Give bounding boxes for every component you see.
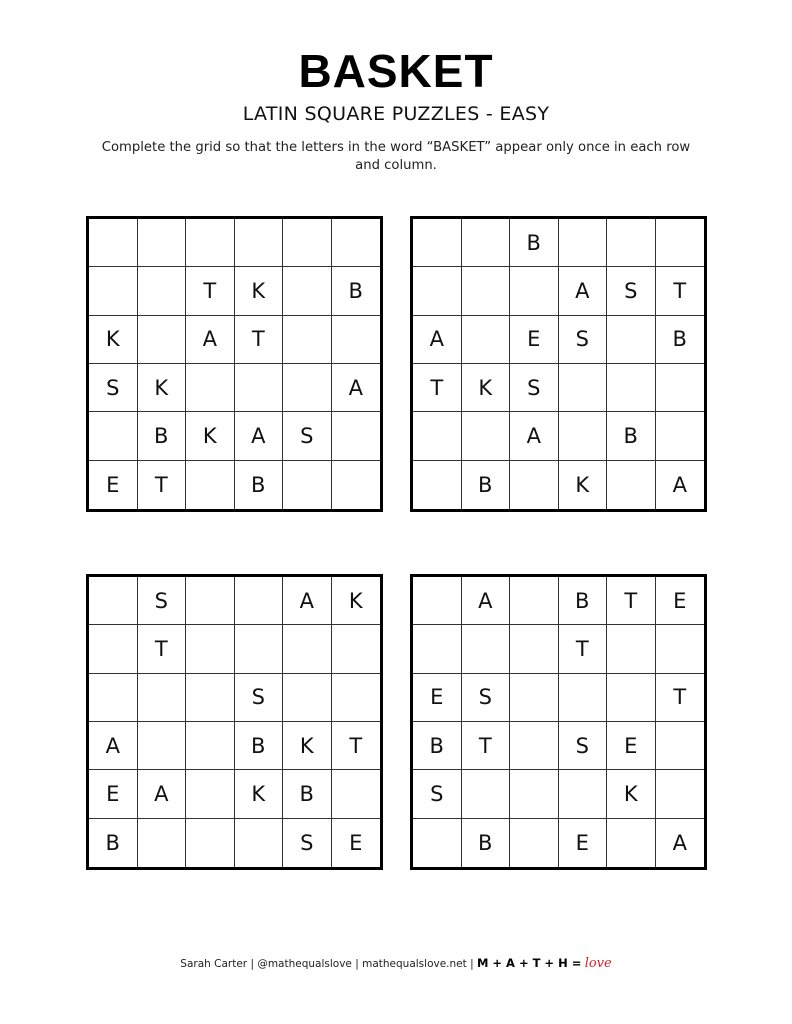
grid-cell[interactable]: [332, 412, 381, 460]
footer-handle: @mathequalslove: [257, 958, 352, 970]
grid-cell[interactable]: S: [283, 819, 332, 867]
grid-cell[interactable]: E: [510, 316, 559, 364]
grid-cell[interactable]: [607, 625, 656, 673]
grid-cell[interactable]: A: [510, 412, 559, 460]
grid-cell[interactable]: [186, 625, 235, 673]
grid-cell[interactable]: [332, 219, 381, 267]
grid-cell[interactable]: [89, 219, 138, 267]
grid-cell[interactable]: T: [607, 577, 656, 625]
grid-cell[interactable]: S: [607, 267, 656, 315]
grid-cell[interactable]: [283, 625, 332, 673]
grid-cell[interactable]: B: [607, 412, 656, 460]
grid-cell[interactable]: [332, 674, 381, 722]
grid-cell[interactable]: B: [283, 770, 332, 818]
grid-cell[interactable]: B: [462, 461, 511, 509]
grid-cell[interactable]: [138, 819, 187, 867]
grid-cell[interactable]: [89, 577, 138, 625]
grid-cell[interactable]: [186, 364, 235, 412]
grid-cell[interactable]: E: [559, 819, 608, 867]
grid-cell[interactable]: A: [672, 472, 687, 497]
footer-author: Sarah Carter: [180, 958, 248, 970]
grid-cell[interactable]: K: [559, 461, 608, 509]
grid-cell[interactable]: [656, 219, 705, 267]
grid-cell[interactable]: T: [656, 267, 705, 315]
grid-cell[interactable]: B: [413, 722, 462, 770]
grid-cell[interactable]: [283, 316, 332, 364]
grid-cell[interactable]: [138, 722, 187, 770]
grid-cell[interactable]: S: [413, 770, 462, 818]
grid-cell[interactable]: [413, 625, 462, 673]
grid-cell[interactable]: S: [462, 674, 511, 722]
grid-cell[interactable]: [89, 674, 138, 722]
grid-cell[interactable]: K: [607, 770, 656, 818]
footer-credits: [0, 956, 792, 971]
grid-cell[interactable]: S: [559, 722, 608, 770]
grid-cell[interactable]: [462, 219, 511, 267]
grid-cell[interactable]: [607, 316, 656, 364]
grid-cell[interactable]: A: [186, 316, 235, 364]
grid-cell[interactable]: E: [349, 830, 363, 855]
grid-cell[interactable]: [235, 219, 284, 267]
grid-cell[interactable]: [656, 412, 705, 460]
grid-cell[interactable]: [186, 674, 235, 722]
grid-cell[interactable]: [510, 674, 559, 722]
grid-cell[interactable]: K: [186, 412, 235, 460]
grid-cell[interactable]: [283, 267, 332, 315]
grid-cell[interactable]: A: [283, 577, 332, 625]
grid-cell[interactable]: S: [283, 412, 332, 460]
grid-cell[interactable]: [138, 674, 187, 722]
grid-cell[interactable]: [186, 577, 235, 625]
page-subtitle: LATIN SQUARE PUZZLES - EASY: [242, 103, 550, 125]
grid-cell[interactable]: T: [462, 722, 511, 770]
grid-cell[interactable]: [607, 461, 656, 509]
grid-cell[interactable]: K: [235, 770, 284, 818]
grid-cell[interactable]: [462, 412, 511, 460]
grid-cell[interactable]: [462, 770, 511, 818]
page-title: BASKET: [298, 45, 494, 97]
grid-cell[interactable]: [235, 819, 284, 867]
grid-cell[interactable]: [559, 364, 608, 412]
grid-cell[interactable]: [413, 577, 462, 625]
grid-cell[interactable]: [138, 267, 187, 315]
grid-cell[interactable]: [559, 674, 608, 722]
grid-cell[interactable]: B: [462, 819, 511, 867]
grid-cell[interactable]: [462, 625, 511, 673]
footer-separator: |: [351, 958, 363, 970]
grid-cell[interactable]: [332, 625, 381, 673]
grid-cell[interactable]: A: [89, 722, 138, 770]
grid-cell[interactable]: [138, 219, 187, 267]
grid-cell[interactable]: [559, 412, 608, 460]
grid-cell[interactable]: A: [235, 412, 284, 460]
grid-cell[interactable]: T: [138, 625, 187, 673]
puzzle-grid-3: [86, 574, 383, 870]
grid-cell[interactable]: [510, 461, 559, 509]
grid-cell[interactable]: A: [559, 267, 608, 315]
grid-cell[interactable]: [283, 674, 332, 722]
grid-cell[interactable]: [510, 770, 559, 818]
grid-cell[interactable]: K: [138, 364, 187, 412]
grid-cell[interactable]: T: [332, 722, 381, 770]
grid-cell[interactable]: [656, 770, 705, 818]
grid-cell[interactable]: E: [89, 770, 138, 818]
grid-cell[interactable]: T: [186, 267, 235, 315]
grid-cell[interactable]: K: [332, 577, 381, 625]
grid-cell[interactable]: [559, 219, 608, 267]
grid-cell[interactable]: [607, 219, 656, 267]
grid-cell[interactable]: [283, 219, 332, 267]
grid-cell[interactable]: [186, 770, 235, 818]
grid-cell[interactable]: E: [656, 577, 705, 625]
footer-website: mathequalslove.net: [362, 958, 467, 970]
grid-cell[interactable]: [510, 267, 559, 315]
grid-cell[interactable]: B: [235, 722, 284, 770]
grid-cell[interactable]: B: [559, 577, 608, 625]
grid-cell[interactable]: T: [138, 461, 187, 509]
grid-cell[interactable]: K: [462, 364, 511, 412]
grid-cell[interactable]: [462, 316, 511, 364]
grid-cell[interactable]: [510, 819, 559, 867]
grid-cell[interactable]: S: [235, 674, 284, 722]
grid-cell[interactable]: [510, 577, 559, 625]
grid-cell[interactable]: E: [607, 722, 656, 770]
grid-cell[interactable]: [510, 625, 559, 673]
grid-cell[interactable]: [413, 219, 462, 267]
grid-cell[interactable]: S: [138, 577, 187, 625]
grid-cell[interactable]: B: [510, 219, 559, 267]
grid-cell[interactable]: [138, 316, 187, 364]
grid-cell[interactable]: T: [559, 625, 608, 673]
grid-cell[interactable]: [186, 461, 235, 509]
instructions-text: Complete the grid so that the letters in the word “BASKET” appear only once in each row and column.: [101, 140, 691, 173]
grid-cell[interactable]: [413, 412, 462, 460]
grid-cell[interactable]: [186, 819, 235, 867]
grid-cell[interactable]: T: [656, 674, 705, 722]
grid-cell[interactable]: K: [283, 722, 332, 770]
grid-cell[interactable]: S: [559, 316, 608, 364]
grid-cell[interactable]: B: [89, 819, 138, 867]
grid-cell[interactable]: [89, 625, 138, 673]
grid-cell[interactable]: E: [413, 674, 462, 722]
grid-cell[interactable]: B: [138, 412, 187, 460]
grid-cell[interactable]: A: [413, 316, 462, 364]
puzzle-grid-4: [410, 574, 707, 870]
grid-cell[interactable]: [510, 722, 559, 770]
grid-cell[interactable]: [186, 722, 235, 770]
grid-cell[interactable]: E: [89, 461, 138, 509]
grid-cell[interactable]: B: [656, 316, 705, 364]
grid-cell[interactable]: [656, 722, 705, 770]
grid-cell[interactable]: [89, 412, 138, 460]
grid-cell[interactable]: T: [413, 364, 462, 412]
grid-cell[interactable]: [607, 674, 656, 722]
grid-cell[interactable]: [656, 625, 705, 673]
grid-cell[interactable]: [186, 219, 235, 267]
grid-cell[interactable]: [332, 770, 381, 818]
grid-cell[interactable]: A: [462, 577, 511, 625]
footer-love-logo: love: [584, 956, 612, 971]
grid-cell[interactable]: [413, 819, 462, 867]
grid-cell[interactable]: [332, 316, 381, 364]
grid-cell[interactable]: [89, 267, 138, 315]
footer-separator: |: [247, 958, 258, 970]
grid-cell[interactable]: B: [332, 267, 381, 315]
grid-cell[interactable]: [413, 461, 462, 509]
grid-cell[interactable]: [332, 461, 381, 509]
grid-cell[interactable]: K: [235, 267, 284, 315]
grid-cell[interactable]: [462, 267, 511, 315]
puzzle-grid-2: [410, 216, 707, 512]
grid-cell[interactable]: B: [235, 461, 284, 509]
grid-cell[interactable]: S: [89, 364, 138, 412]
grid-cell[interactable]: [413, 267, 462, 315]
grid-cell[interactable]: [235, 577, 284, 625]
grid-cell[interactable]: [283, 364, 332, 412]
grid-cell[interactable]: A: [672, 830, 687, 855]
grid-cell[interactable]: [607, 364, 656, 412]
footer-brand: M + A + T + H =: [476, 956, 582, 970]
grid-cell[interactable]: S: [510, 364, 559, 412]
grid-cell[interactable]: [283, 461, 332, 509]
grid-cell[interactable]: [235, 364, 284, 412]
footer-separator: |: [466, 958, 477, 970]
grid-cell[interactable]: K: [89, 316, 138, 364]
grid-cell[interactable]: [559, 770, 608, 818]
grid-cell[interactable]: A: [138, 770, 187, 818]
puzzle-grid-1: [86, 216, 383, 512]
grid-cell[interactable]: T: [235, 316, 284, 364]
grid-cell[interactable]: [656, 364, 705, 412]
grid-cell[interactable]: A: [332, 364, 381, 412]
grid-cell[interactable]: [235, 625, 284, 673]
grid-cell[interactable]: [607, 819, 656, 867]
